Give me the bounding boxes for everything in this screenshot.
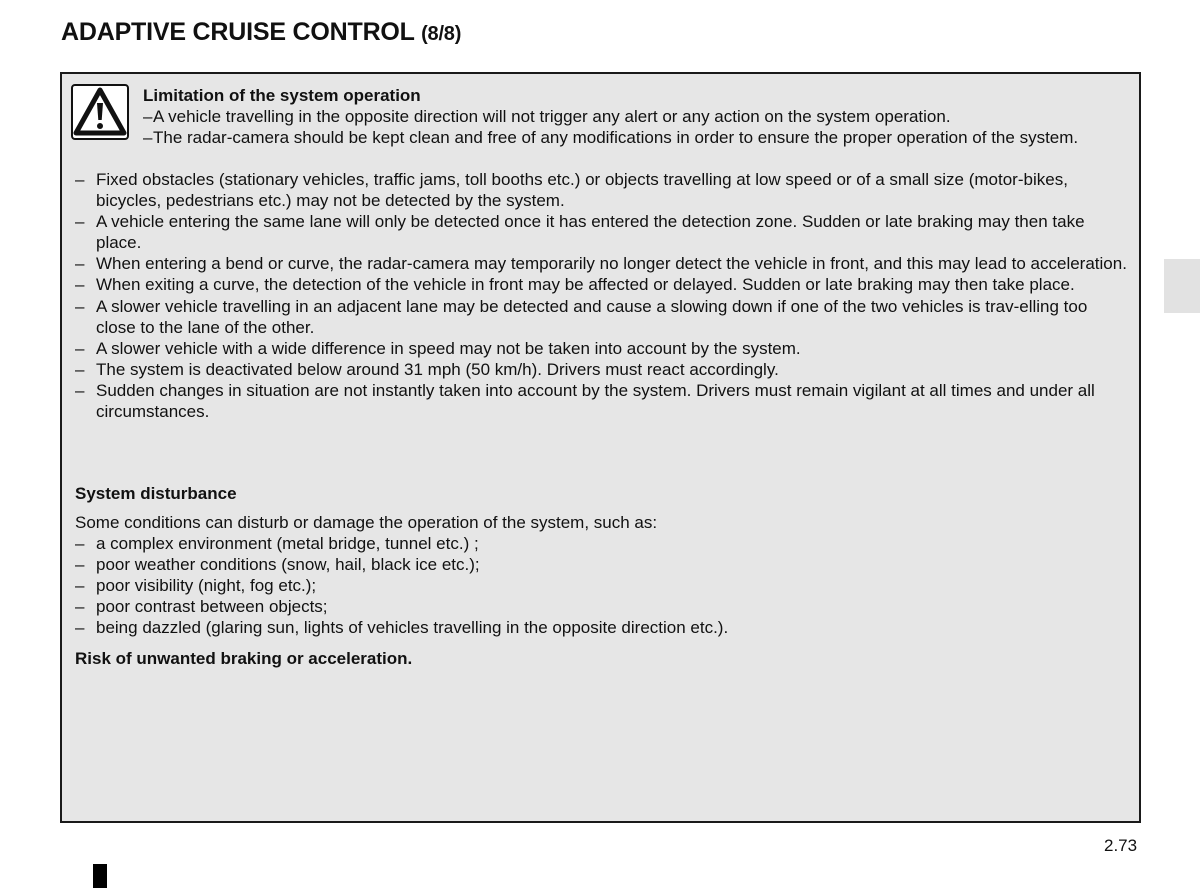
limitation-title: Limitation of the system operation <box>143 86 421 105</box>
list-item <box>75 253 1128 274</box>
disturbance-title: System disturbance <box>75 484 237 503</box>
list-item-text: A vehicle entering the same lane will only be detected once it has entered the detection zone. Sudden or late braking may then take place. <box>96 212 1085 253</box>
list-item-text: poor weather conditions (snow, hail, black ice etc.); <box>96 555 480 575</box>
dash: – <box>75 296 85 316</box>
dash: – <box>75 618 85 638</box>
list-item <box>75 169 1128 211</box>
limitation-section <box>143 85 1128 148</box>
limitation-list <box>75 169 1128 422</box>
section-side-tab <box>1164 259 1200 313</box>
list-item-text: The system is deactivated below around 31 mph (50 km/h). Drivers must react accordingly. <box>96 359 779 379</box>
footer-marker <box>93 864 107 888</box>
page-title-text: ADAPTIVE CRUISE CONTROL <box>61 18 415 46</box>
dash: – <box>143 107 153 127</box>
dash: – <box>75 170 85 189</box>
dash: – <box>75 338 85 358</box>
list-item-text: a complex environment (metal bridge, tunnel etc.) ; <box>96 534 479 553</box>
dash: – <box>75 597 85 617</box>
list-item <box>75 617 1128 638</box>
dash: – <box>75 254 85 274</box>
list-item-text: A slower vehicle with a wide difference in speed may not be taken into account by the system. <box>96 338 801 358</box>
list-item-text: Fixed obstacles (stationary vehicles, traffic jams, toll booths etc.) or objects travelling at low speed or of a small size (motor-bikes, bicycles, pedestrians etc.) may not be detected by the system. <box>96 170 1068 211</box>
list-item <box>75 575 1128 596</box>
list-item <box>75 380 1128 422</box>
list-item-text: poor visibility (night, fog etc.); <box>96 576 317 596</box>
list-item-text: When entering a bend or curve, the radar-camera may temporarily no longer detect the vehicle in front, and this may lead to acceleration. <box>96 254 1127 274</box>
list-item <box>75 596 1128 617</box>
list-item <box>75 554 1128 575</box>
list-item-text: being dazzled (glaring sun, lights of vehicles travelling in the opposite direction etc.). <box>96 618 729 638</box>
dash: – <box>75 534 85 553</box>
list-item <box>75 274 1128 295</box>
limitation-item-text: The radar-camera should be kept clean and free of any modifications in order to ensure the proper operation of the system. <box>153 128 1079 148</box>
page-part: (8/8) <box>421 23 462 45</box>
list-item <box>75 359 1128 380</box>
disturbance-intro: Some conditions can disturb or damage the operation of the system, such as: <box>75 513 658 532</box>
limitation-item <box>143 127 1128 148</box>
warning-triangle-icon <box>71 84 129 140</box>
limitation-item-text: A vehicle travelling in the opposite direction will not trigger any alert or any action on the system operation. <box>153 107 951 127</box>
dash: – <box>75 576 85 596</box>
dash: – <box>75 275 85 295</box>
risk-statement: Risk of unwanted braking or acceleration. <box>75 649 413 668</box>
list-item <box>75 296 1128 338</box>
dash: – <box>75 555 85 575</box>
disturbance-list <box>75 533 1128 638</box>
list-item-text: A slower vehicle travelling in an adjacent lane may be detected and cause a slowing down if one of the two vehicles is trav-elling too close to the lane of the other. <box>96 296 1088 337</box>
warning-box <box>60 72 1141 823</box>
page-number: 2.73 <box>1104 836 1138 855</box>
list-item-text: When exiting a curve, the detection of the vehicle in front may be affected or delayed. Sudden or late braking may then take place. <box>96 275 1075 295</box>
limitation-item <box>143 106 1128 127</box>
dash: – <box>75 359 85 379</box>
list-item <box>75 211 1128 253</box>
dash: – <box>75 380 85 400</box>
dash: – <box>75 212 85 232</box>
list-item-text: Sudden changes in situation are not instantly taken into account by the system. Drivers must remain vigilant at all times and under all circumstances. <box>96 380 1095 422</box>
list-item-text: poor contrast between objects; <box>96 597 328 617</box>
page-title <box>61 18 461 47</box>
dash: – <box>143 128 153 148</box>
list-item <box>75 533 1128 554</box>
list-item <box>75 338 1128 359</box>
